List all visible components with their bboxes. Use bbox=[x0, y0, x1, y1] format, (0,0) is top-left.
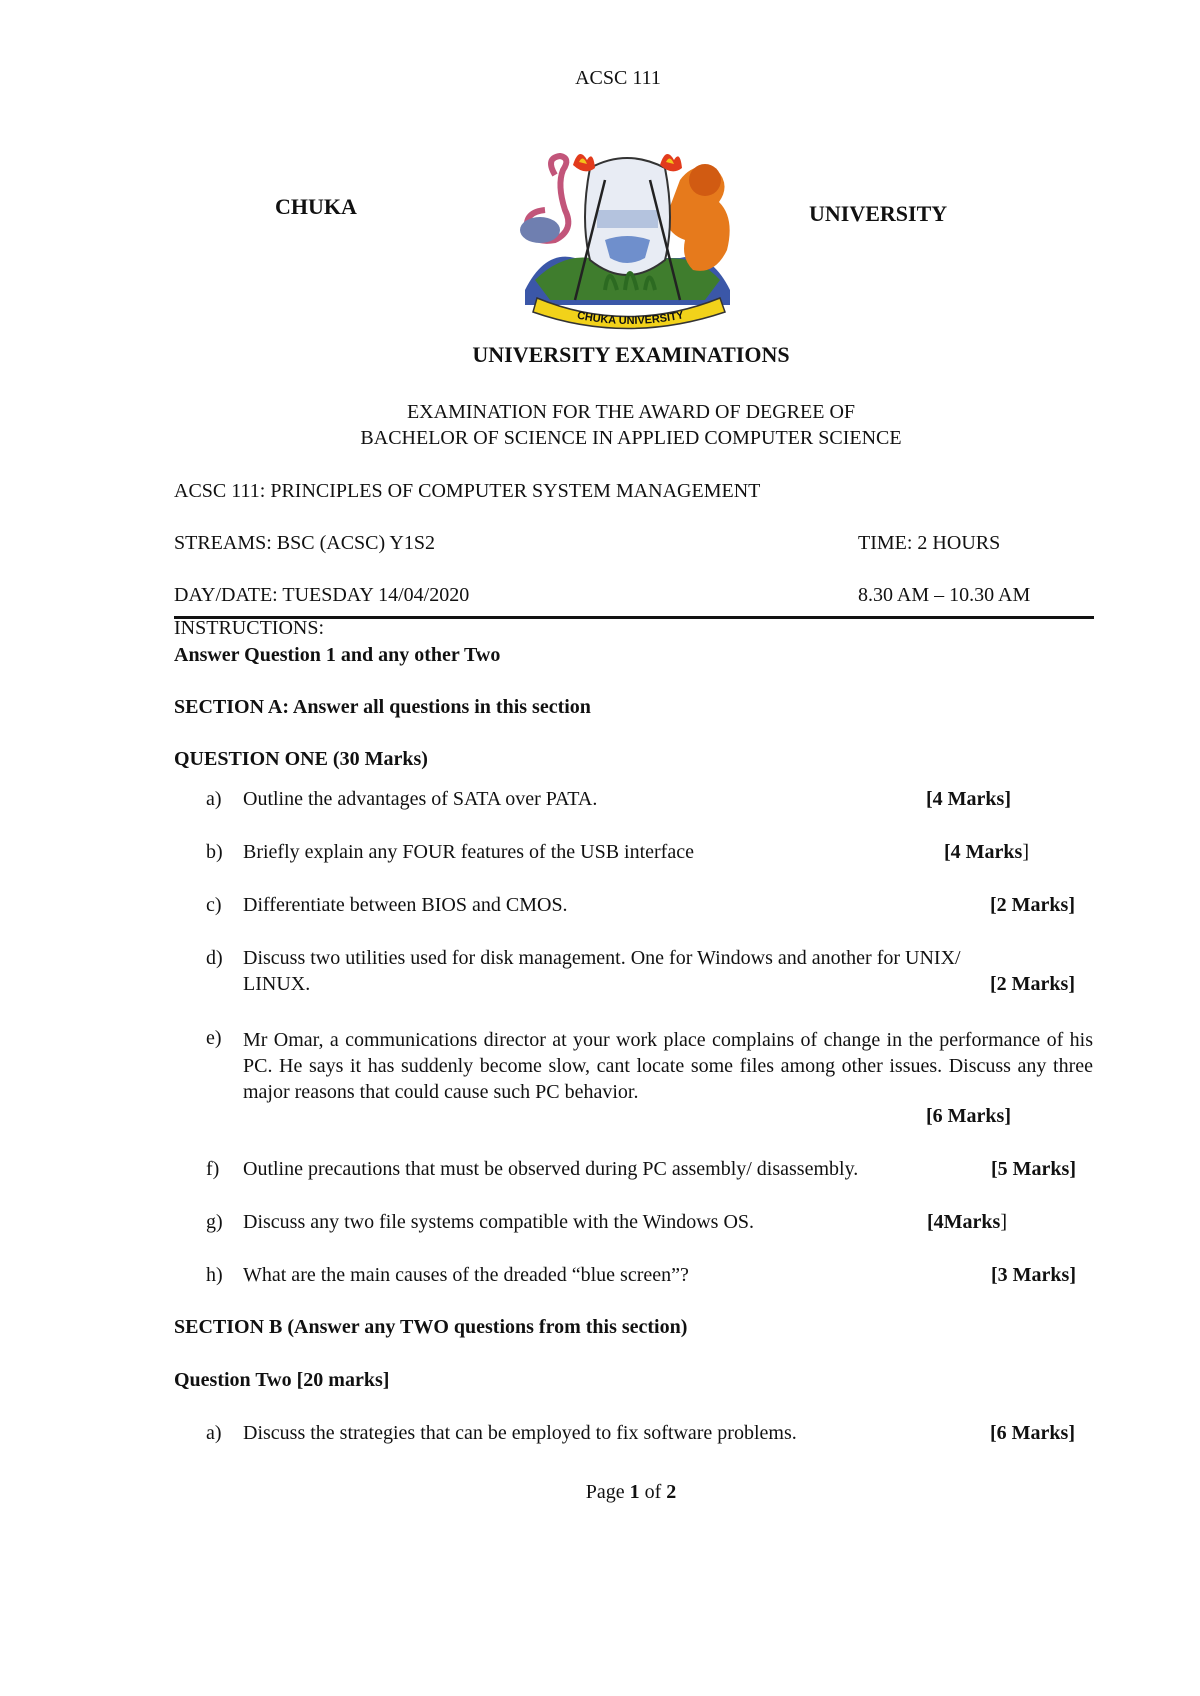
question-text: Outline the advantages of SATA over PATA. bbox=[243, 788, 598, 810]
question-text: Discuss the strategies that can be employed to fix software problems. bbox=[243, 1422, 797, 1444]
question-marks: [3 Marks] bbox=[991, 1264, 1076, 1286]
exam-date: DAY/DATE: TUESDAY 14/04/2020 bbox=[174, 584, 470, 606]
course-title: ACSC 111: PRINCIPLES OF COMPUTER SYSTEM MANAGEMENT bbox=[174, 480, 761, 502]
question-label: a) bbox=[206, 788, 222, 810]
question-label: a) bbox=[206, 1422, 222, 1444]
question-one-title: QUESTION ONE (30 Marks) bbox=[174, 748, 428, 770]
section-a-heading: SECTION A: Answer all questions in this section bbox=[174, 696, 591, 718]
question-label: f) bbox=[206, 1158, 220, 1180]
crest-banner-text: CHUKA UNIVERSITY bbox=[576, 309, 685, 328]
question-text: Differentiate between BIOS and CMOS. bbox=[243, 894, 568, 916]
question-label: c) bbox=[206, 894, 222, 916]
question-marks: [4 Marks] bbox=[926, 788, 1011, 810]
question-text: Discuss any two file systems compatible with the Windows OS. bbox=[243, 1211, 755, 1233]
page-number-footer: Page 1 of 2 bbox=[585, 1481, 677, 1503]
university-crest-logo bbox=[505, 140, 750, 335]
question-marks: [5 Marks] bbox=[991, 1158, 1076, 1180]
question-label: g) bbox=[206, 1211, 223, 1233]
question-marks: [6 Marks] bbox=[926, 1105, 1011, 1127]
question-label: d) bbox=[206, 947, 223, 969]
question-text: What are the main causes of the dreaded “blue screen”? bbox=[243, 1264, 689, 1286]
question-label: b) bbox=[206, 841, 223, 863]
award-line-1: EXAMINATION FOR THE AWARD OF DEGREE OF bbox=[406, 401, 856, 423]
question-marks: [4 Marks] bbox=[944, 841, 1029, 863]
award-line-2: BACHELOR OF SCIENCE IN APPLIED COMPUTER SCIENCE bbox=[360, 427, 902, 449]
question-text: Mr Omar, a communications director at your work place complains of change in the performance of his PC. He says it has suddenly become slow, cant locate some files among other issues. Discuss any three major reasons that could cause such PC behavior. bbox=[243, 1029, 1093, 1103]
question-marks: [2 Marks] bbox=[990, 973, 1075, 995]
question-marks: [2 Marks] bbox=[990, 894, 1075, 916]
question-text-continued: LINUX. bbox=[243, 973, 311, 995]
university-name-left: CHUKA bbox=[275, 194, 357, 219]
question-text: Briefly explain any FOUR features of the USB interface bbox=[243, 841, 694, 863]
page-title: UNIVERSITY EXAMINATIONS bbox=[472, 342, 790, 367]
question-marks: [6 Marks] bbox=[990, 1422, 1075, 1444]
university-name-right: UNIVERSITY bbox=[809, 201, 948, 226]
section-b-heading: SECTION B (Answer any TWO questions from this section) bbox=[174, 1316, 688, 1338]
streams-info: STREAMS: BSC (ACSC) Y1S2 bbox=[174, 532, 435, 554]
question-marks: [4Marks] bbox=[927, 1211, 1007, 1233]
question-label: e) bbox=[206, 1027, 222, 1049]
instructions-text: Answer Question 1 and any other Two bbox=[174, 644, 501, 666]
question-text: Discuss two utilities used for disk management. One for Windows and another for UNIX/ bbox=[243, 947, 961, 969]
exam-code-header: ACSC 111 bbox=[575, 67, 661, 89]
question-label: h) bbox=[206, 1264, 223, 1286]
question-two-title: Question Two [20 marks] bbox=[174, 1369, 390, 1391]
question-text: Outline precautions that must be observed during PC assembly/ disassembly. bbox=[243, 1158, 859, 1180]
exam-duration: TIME: 2 HOURS bbox=[858, 532, 1001, 554]
exam-hours: 8.30 AM – 10.30 AM bbox=[858, 584, 1031, 606]
instructions-heading: INSTRUCTIONS: bbox=[174, 617, 325, 639]
